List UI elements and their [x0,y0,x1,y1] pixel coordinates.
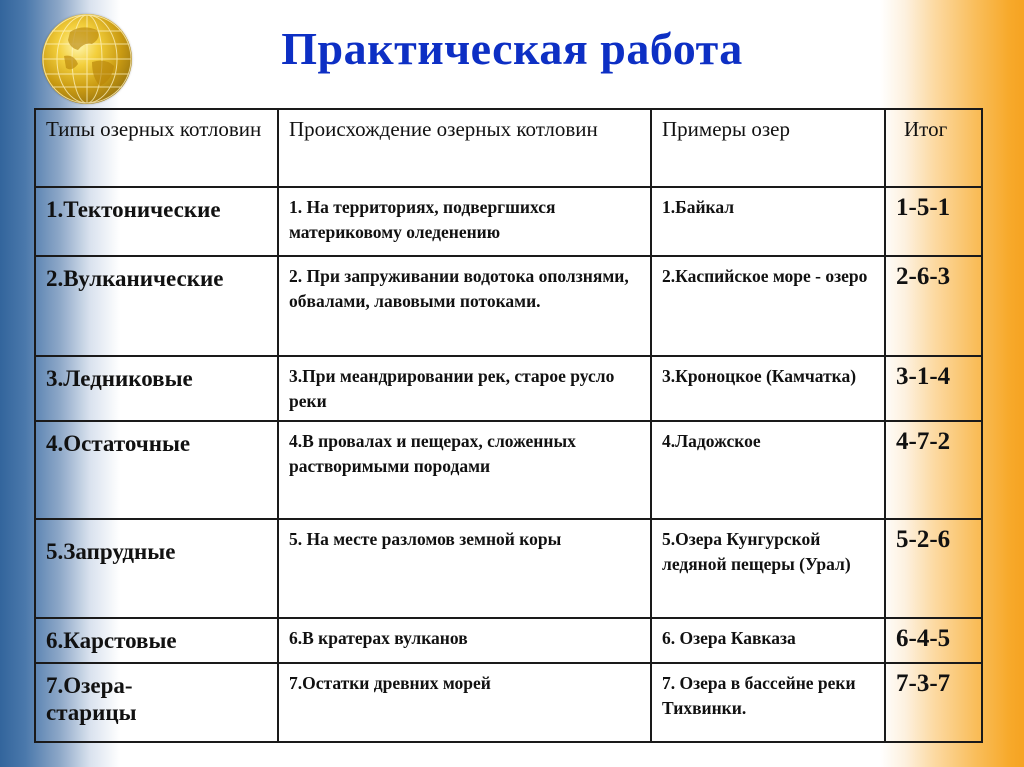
header-basin-origin: Происхождение озерных котловин [278,109,651,187]
cell-example: 7. Озера в бассейне реки Тихвинки. [651,663,885,742]
table-row [35,187,982,256]
cell-type: 7.Озера-старицы [35,663,278,742]
cell-result: 5-2-6 [885,519,982,618]
cell-type: 6.Карстовые [35,618,278,663]
table-row [35,421,982,519]
cell-example: 2.Каспийское море - озеро [651,256,885,356]
cell-origin: 6.В кратерах вулканов [278,618,651,663]
cell-example: 6. Озера Кавказа [651,618,885,663]
cell-origin: 7.Остатки древних морей [278,663,651,742]
table-row [35,356,982,421]
lake-basins-table [34,108,983,743]
cell-result: 6-4-5 [885,618,982,663]
cell-origin: 4.В провалах и пещерах, сложенных растворимыми породами [278,421,651,519]
cell-result: 1-5-1 [885,187,982,256]
table-row [35,663,982,742]
cell-origin: 5. На месте разломов земной коры [278,519,651,618]
cell-result: 7-3-7 [885,663,982,742]
cell-type: 4.Остаточные [35,421,278,519]
cell-example: 4.Ладожское [651,421,885,519]
header-basin-types: Типы озерных котловин [35,109,278,187]
header-result: Итог [885,109,982,187]
cell-example: 1.Байкал [651,187,885,256]
cell-example: 3.Кроноцкое (Камчатка) [651,356,885,421]
header-lake-examples: Примеры озер [651,109,885,187]
table-row [35,618,982,663]
cell-type: 2.Вулканические [35,256,278,356]
cell-result: 3-1-4 [885,356,982,421]
cell-example: 5.Озера Кунгурской ледяной пещеры (Урал) [651,519,885,618]
table-header-row [35,109,982,187]
cell-type: 5.Запрудные [35,519,278,618]
page-title: Практическая работа [281,23,743,74]
cell-origin: 3.При меандрировании рек, старое русло реки [278,356,651,421]
cell-origin: 1. На территориях, подвергшихся материковому оледенению [278,187,651,256]
cell-type: 3.Ледниковые [35,356,278,421]
table-row [35,256,982,356]
cell-result: 4-7-2 [885,421,982,519]
cell-origin: 2. При запруживании водотока оползнями, обвалами, лавовыми потоками. [278,256,651,356]
cell-result: 2-6-3 [885,256,982,356]
cell-type: 1.Тектонические [35,187,278,256]
table-row [35,519,982,618]
